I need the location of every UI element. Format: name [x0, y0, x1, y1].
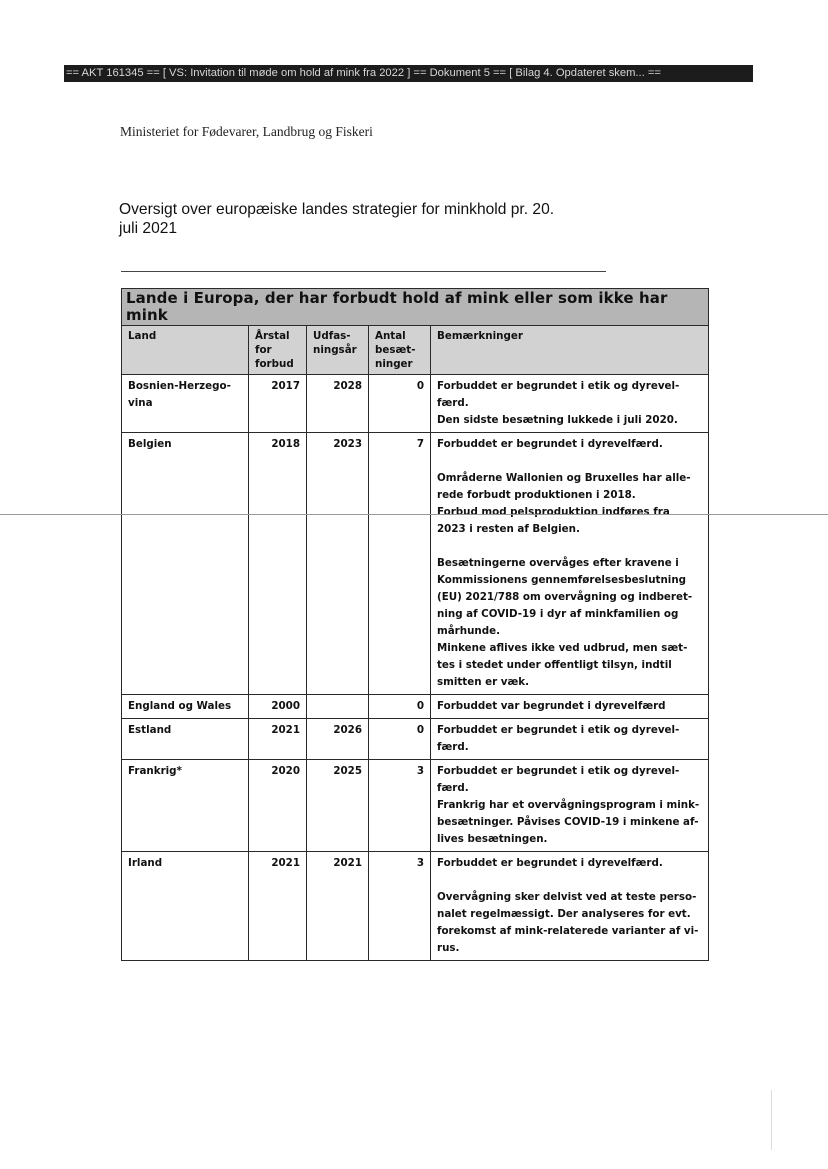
note-paragraph — [437, 555, 702, 640]
scan-artifact-line — [0, 514, 828, 515]
table-row — [122, 695, 709, 719]
note-line: færd. — [437, 397, 469, 409]
column-header-line: Antal — [375, 330, 406, 342]
column-header-bemaerkninger: Bemærkninger — [431, 326, 709, 375]
note-line: besætninger. Påvises COVID-19 i minkene af- — [437, 816, 699, 828]
note-line: Forbuddet er begrundet i dyrevelfærd. — [437, 438, 663, 450]
table-row — [122, 433, 709, 695]
note-paragraph — [437, 763, 702, 797]
note-paragraph — [437, 412, 702, 429]
cell-bemaerkninger — [431, 852, 709, 961]
cell-udfasning: 2028 — [307, 375, 369, 433]
cell-land — [122, 852, 249, 961]
note-line: ning af COVID-19 i dyr af minkfamilien og — [437, 608, 679, 620]
note-line: Forbuddet var begrundet i dyrevelfærd — [437, 700, 666, 712]
table-row — [122, 375, 709, 433]
title-line-1: Oversigt over europæiske landes strategier for minkhold pr. 20. — [119, 201, 555, 218]
cell-land-line: Irland — [128, 857, 163, 869]
note-paragraph — [437, 797, 702, 848]
note-line: Den sidste besætning lukkede i juli 2020. — [437, 414, 678, 426]
table-row — [122, 852, 709, 961]
note-paragraph — [437, 504, 702, 538]
note-line: Forbuddet er begrundet i etik og dyrevel- — [437, 724, 680, 736]
note-line: Forbuddet er begrundet i dyrevelfærd. — [437, 857, 663, 869]
scan-artifact-edge — [771, 1090, 772, 1150]
cell-udfasning: 2023 — [307, 433, 369, 695]
note-line: Minkene aflives ikke ved udbrud, men sæt- — [437, 642, 688, 654]
note-line: Overvågning sker delvist ved at teste perso- — [437, 891, 697, 903]
column-header-antal — [369, 326, 431, 375]
note-paragraph — [437, 855, 702, 872]
column-header-line: for — [255, 344, 272, 356]
cell-aarstal: 2017 — [249, 375, 307, 433]
table-banner: Lande i Europa, der har forbudt hold af mink eller som ikke har mink — [122, 289, 709, 326]
page-title — [119, 200, 619, 238]
mink-strategy-table — [121, 288, 709, 961]
cell-land — [122, 719, 249, 760]
cell-bemaerkninger — [431, 433, 709, 695]
note-line: Forbuddet er begrundet i etik og dyrevel- — [437, 380, 680, 392]
note-line: Områderne Wallonien og Bruxelles har alle- — [437, 472, 691, 484]
title-line-2: juli 2021 — [119, 220, 178, 237]
cell-bemaerkninger — [431, 719, 709, 760]
paragraph-gap — [437, 453, 702, 470]
cell-land-line: Frankrig* — [128, 765, 182, 777]
cell-land — [122, 433, 249, 695]
note-line: færd. — [437, 782, 469, 794]
paragraph-gap — [437, 872, 702, 889]
note-line: lives besætningen. — [437, 833, 548, 845]
ministry-name: Ministeriet for Fødevarer, Landbrug og Fiskeri — [120, 124, 373, 139]
cell-udfasning: 2025 — [307, 760, 369, 852]
note-line: Kommissionens gennemførelsesbeslutning — [437, 574, 687, 586]
note-line: færd. — [437, 741, 469, 753]
column-header-udfasning — [307, 326, 369, 375]
cell-antal: 0 — [369, 719, 431, 760]
note-line: rus. — [437, 942, 460, 954]
note-paragraph — [437, 436, 702, 453]
note-line: mårhunde. — [437, 625, 501, 637]
paragraph-gap — [437, 538, 702, 555]
column-header-land: Land — [122, 326, 249, 375]
cell-bemaerkninger — [431, 695, 709, 719]
cell-aarstal: 2021 — [249, 719, 307, 760]
note-line: Forbuddet er begrundet i etik og dyrevel- — [437, 765, 680, 777]
note-line: tes i stedet under offentligt tilsyn, indtil — [437, 659, 672, 671]
cell-land — [122, 375, 249, 433]
column-header-line: ningsår — [313, 344, 357, 356]
cell-aarstal: 2021 — [249, 852, 307, 961]
cell-land-line: Belgien — [128, 438, 172, 450]
cell-antal: 0 — [369, 375, 431, 433]
cell-land-line: vina — [128, 397, 153, 409]
note-paragraph — [437, 470, 702, 504]
cell-udfasning: 2021 — [307, 852, 369, 961]
cell-land — [122, 760, 249, 852]
column-header-line: besæt- — [375, 344, 416, 356]
cell-aarstal: 2020 — [249, 760, 307, 852]
note-line: Forbud mod pelsproduktion indføres fra — [437, 506, 670, 518]
note-line: nalet regelmæssigt. Der analyseres for evt. — [437, 908, 691, 920]
cell-land-line: England og Wales — [128, 700, 232, 712]
cell-aarstal: 2000 — [249, 695, 307, 719]
note-paragraph — [437, 378, 702, 412]
cell-antal: 3 — [369, 760, 431, 852]
note-line: forekomst af mink-relaterede varianter af vi- — [437, 925, 699, 937]
note-line: Besætningerne overvåges efter kravene i — [437, 557, 679, 569]
title-divider — [121, 271, 606, 272]
note-paragraph — [437, 722, 702, 756]
note-line: 2023 i resten af Belgien. — [437, 523, 580, 535]
note-line: Frankrig har et overvågningsprogram i mink- — [437, 799, 700, 811]
cell-antal: 0 — [369, 695, 431, 719]
document-stamp-bar: == AKT 161345 == [ VS: Invitation til møde om hold af mink fra 2022 ] == Dokument 5 == [ Bilag 4. Opdateret skem... == — [64, 65, 753, 82]
column-header-aarstal — [249, 326, 307, 375]
cell-aarstal: 2018 — [249, 433, 307, 695]
note-line: (EU) 2021/788 om overvågning og indberet- — [437, 591, 693, 603]
cell-antal: 3 — [369, 852, 431, 961]
cell-udfasning: 2026 — [307, 719, 369, 760]
table-row — [122, 760, 709, 852]
column-header-line: forbud — [255, 358, 294, 370]
cell-bemaerkninger — [431, 760, 709, 852]
cell-bemaerkninger — [431, 375, 709, 433]
cell-land — [122, 695, 249, 719]
column-header-line: Årstal — [255, 330, 290, 342]
table-body — [122, 375, 709, 961]
table-row — [122, 719, 709, 760]
column-header-line: ninger — [375, 358, 413, 370]
cell-antal: 7 — [369, 433, 431, 695]
note-paragraph — [437, 640, 702, 691]
cell-land-line: Estland — [128, 724, 172, 736]
note-paragraph — [437, 698, 702, 715]
column-header-line: Udfas- — [313, 330, 351, 342]
note-line: rede forbudt produktionen i 2018. — [437, 489, 636, 501]
cell-udfasning — [307, 695, 369, 719]
note-line: smitten er væk. — [437, 676, 530, 688]
cell-land-line: Bosnien-Herzego- — [128, 380, 231, 392]
note-paragraph — [437, 889, 702, 957]
